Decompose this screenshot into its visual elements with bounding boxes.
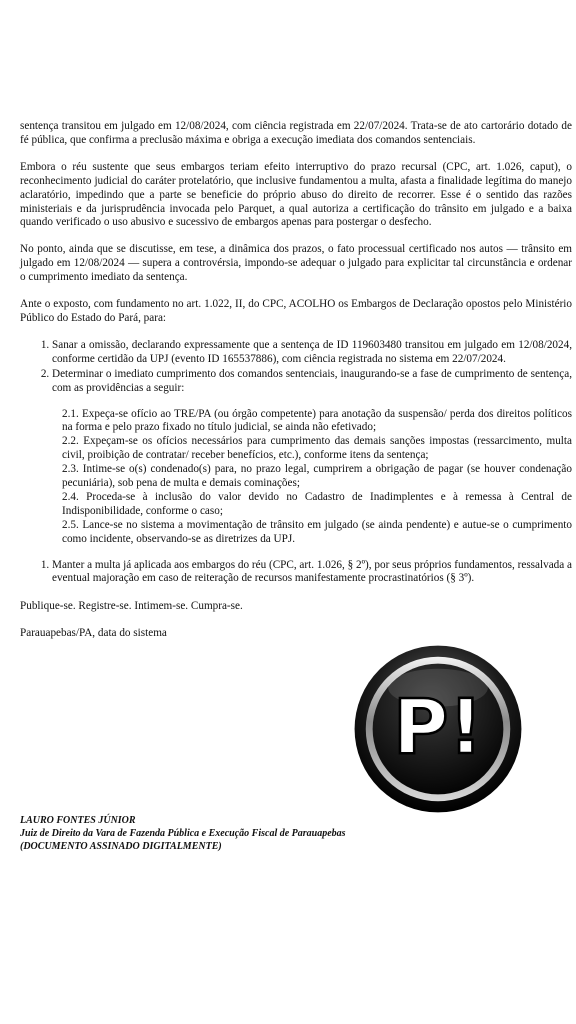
paragraph-4: Ante o exposto, com fundamento no art. 1.022, II, do CPC, ACOLHO os Embargos de Declaração opostos pelo Ministério Público do Estado do Pará, para: (20, 298, 572, 324)
closing-orders: Publique-se. Registre-se. Intimem-se. Cumpra-se. (20, 600, 243, 613)
judge-role: Juiz de Direito da Vara de Fazenda Pública e Execução Fiscal de Parauapebas (20, 828, 346, 839)
sub-items (62, 408, 572, 547)
ruling-list (20, 339, 572, 547)
ruling-list-2 (20, 559, 572, 587)
signature-note: (DOCUMENTO ASSINADO DIGITALMENTE) (20, 841, 222, 852)
place-date: Parauapebas/PA, data do sistema (20, 627, 167, 640)
signature-block (20, 814, 540, 853)
judge-name: LAURO FONTES JÚNIOR (20, 815, 136, 826)
paragraph-2: Embora o réu sustente que seus embargos teriam efeito interruptivo do prazo recursal (CPC, art. 1.026, caput), o reconhecimento judicial do caráter protelatório, que inclusive fundamentou a multa, afasta a finalidade legítima do manejo aclaratório, impedindo que a parte se beneficie do próprio abuso do direito de recorrer. Esse é o sentido das razões ministeriais e da jurisprudência invocada pelo Parquet, a qual autoriza a certificação do trânsito em julgado e a baixa quando verificado o uso abusivo e sucessivo de embargos apenas para postergar o desfecho. (20, 160, 572, 229)
paragraph-1: sentença transitou em julgado em 12/08/2024, com ciência registrada em 22/07/2024. Trata-se de ato cartorário dotado de fé pública, que confirma a preclusão máxima e obriga a execução imediata dos comandos sentenciais. (20, 120, 572, 146)
sub-item-2-2: 2.2. Expeçam-se os ofícios necessários para cumprimento das demais sanções impostas (ressarcimento, multa civil, proibição de contratar/ receber benefícios, etc.), conforme itens da sentença; (62, 435, 572, 462)
ruling-item-1: 1. Sanar a omissão, declarando expressamente que a sentença de ID 119603480 transitou em julgado em 12/08/2024, conforme certidão da UPJ (evento ID 165537886), com ciência registrada no sistema em 22/07/2024. (52, 339, 572, 367)
sub-item-2-5: 2.5. Lance-se no sistema a movimentação de trânsito em julgado (se ainda pendente) e autue-se o cumprimento como incidente, observando-se as diretrizes da UPJ. (62, 518, 572, 545)
p-exclamation-logo (352, 643, 524, 815)
sub-item-2-1: 2.1. Expeça-se ofício ao TRE/PA (ou órgão competente) para anotação da suspensão/ perda dos direitos políticos na forma e pelo prazo fixado no título judicial, se ainda não efetivado; (62, 407, 572, 434)
logo-text: P! (393, 683, 483, 772)
sub-item-2-3: 2.3. Intime-se o(s) condenado(s) para, no prazo legal, cumprirem a obrigação de pagar (se houver condenação pecuniária), sob pena de multa e demais cominações; (62, 463, 572, 490)
ruling-item-2: 2. Determinar o imediato cumprimento dos comandos sentenciais, inaugurando-se a fase de cumprimento de sentença, com as providências a seguir: 2.1. Expeça-se ofício ao TRE/PA (ou órgão competente) para anotação da suspensão/ perda dos direitos políticos na forma e pelo prazo fixado no título judicial, se ainda não efetivado; 2.2. Expeçam-se os ofícios necessários para cumprimento das demais sanções impostas (ressarcimento, multa civil, proibição de contratar/ receber benefícios, etc.), conforme itens da sentença; 2.3. Intime-se o(s) condenado(s) para, no prazo legal, cumprirem a obrigação de pagar (se houver condenação pecuniária), sob pena de multa e demais cominações; 2.4. Proceda-se à inclusão do valor devido no Cadastro de Inadimplentes e à remessa à Central de Indisponibilidade, conforme o caso; 2.5. Lance-se no sistema a movimentação de trânsito em julgado (se ainda pendente) e autue-se o cumprimento como incidente, observando-se as diretrizes da UPJ. (52, 368, 572, 547)
document-body (20, 120, 572, 654)
sub-item-2-4: 2.4. Proceda-se à inclusão do valor devido no Cadastro de Inadimplentes e à remessa à Central de Indisponibilidade, conforme o caso; (62, 490, 572, 517)
paragraph-3: No ponto, ainda que se discutisse, em tese, a dinâmica dos prazos, o fato processual certificado nos autos — trânsito em julgado em 12/08/2024 — supera a controvérsia, impondo-se adequar o julgado para explicitar tal circunstância e ordenar o cumprimento imediato da sentença. (20, 243, 572, 284)
ruling-item-3: 1. Manter a multa já aplicada aos embargos do réu (CPC, art. 1.026, § 2º), por seus próprios fundamentos, ressalvada a eventual majoração em caso de reiteração de recursos manifestamente procrastinatórios (§ 3º). (52, 559, 572, 587)
